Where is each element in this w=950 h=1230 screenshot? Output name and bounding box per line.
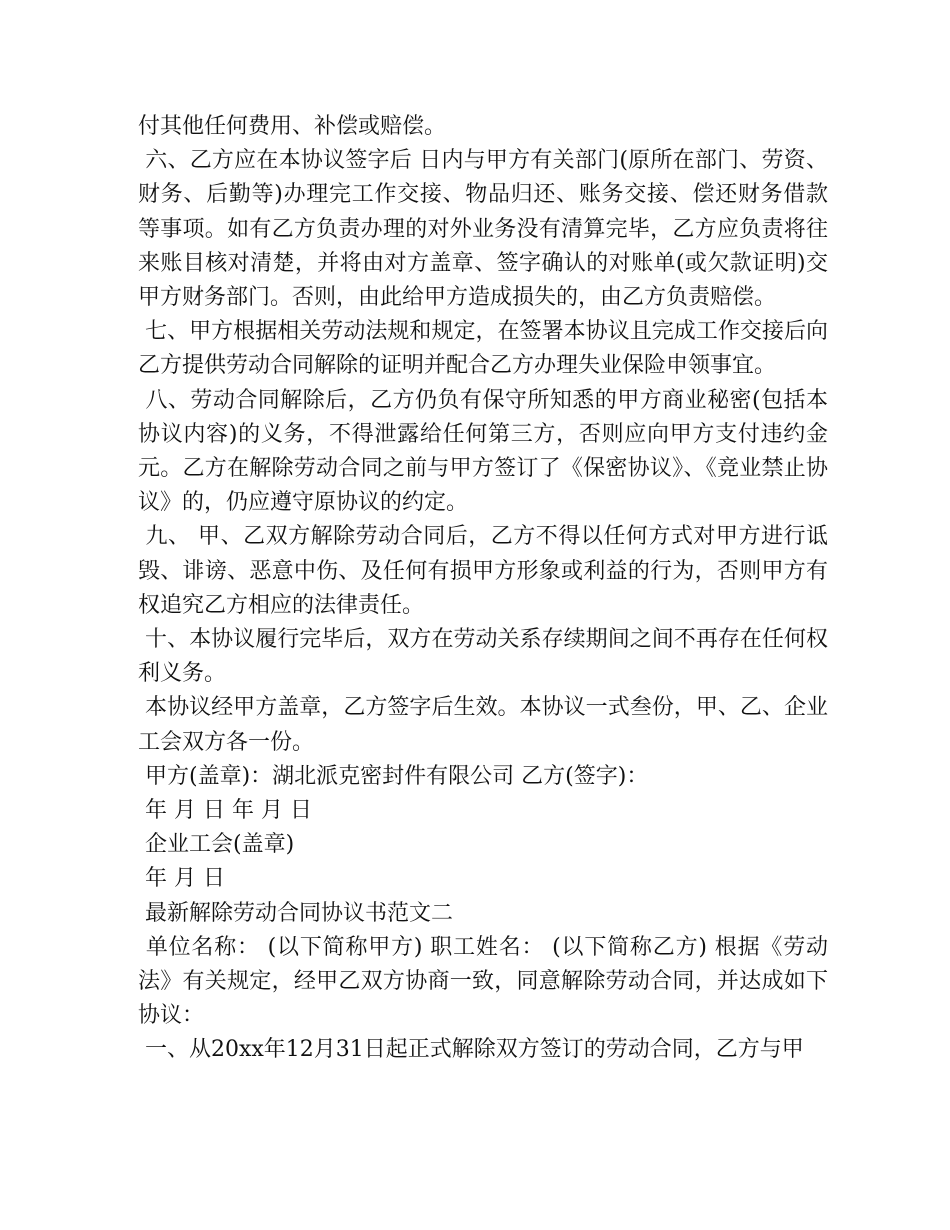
signature-line: 甲方(盖章)：湖北派克密封件有限公司 乙方(签字)：	[138, 763, 649, 789]
effectiveness-clause: 本协议经甲方盖章，乙方签字后生效。本协议一式叁份，甲、乙、企业工会双方各一份。	[138, 695, 828, 755]
clause-eight: 八、劳动合同解除后，乙方仍负有保守所知悉的甲方商业秘密(包括本协议内容)的义务，不得泄露给任何第三方，否则应向甲方支付违约金 元。乙方在解除劳动合同之前与甲方签订了《保密协议》、《竞业禁止协议》的，仍应遵守原协议的约定。	[138, 387, 835, 516]
document-body	[138, 110, 835, 1068]
union-date-line: 年 月 日	[138, 866, 225, 892]
agreement-intro: 单位名称： (以下简称甲方) 职工姓名： (以下简称乙方) 根据《劳动法》有关规定，经甲乙双方协商一致，同意解除劳动合同，并达成如下协议：	[138, 934, 828, 1029]
clause-seven: 七、甲方根据相关劳动法规和规定，在签署本协议且完成工作交接后向乙方提供劳动合同解除的证明并配合乙方办理失业保险申领事宜。	[138, 319, 828, 379]
clause-six: 六、乙方应在本协议签字后 日内与甲方有关部门(原所在部门、劳资、财务、后勤等)办理完工作交接、物品归还、账务交接、偿还财务借款等事项。如有乙方负责办理的对外业务没有清算完毕，乙方应负责将往来账目核对清楚，并将由对方盖章、签字确认的对账单(或欠款证明)交甲方财务部门。否则，由此给甲方造成损失的，由乙方负责赔偿。	[138, 148, 828, 311]
clause-one: 一、从20xx年12月31日起正式解除双方签订的劳动合同，乙方与甲	[138, 1037, 804, 1063]
clause-ten: 十、本协议履行完毕后，双方在劳动关系存续期间之间不再存在任何权利义务。	[138, 627, 828, 687]
union-seal-line: 企业工会(盖章)	[138, 832, 295, 858]
clause-nine: 九、 甲、乙双方解除劳动合同后，乙方不得以任何方式对甲方进行诋毁、诽谤、恶意中伤、及任何有损甲方形象或利益的行为，否则甲方有权追究乙方相应的法律责任。	[138, 524, 828, 618]
date-line: 年 月 日 年 月 日	[138, 798, 312, 824]
section-title: 最新解除劳动合同协议书范文二	[138, 900, 454, 926]
paragraph-continuation: 付其他任何费用、补偿或赔偿。	[138, 114, 447, 139]
